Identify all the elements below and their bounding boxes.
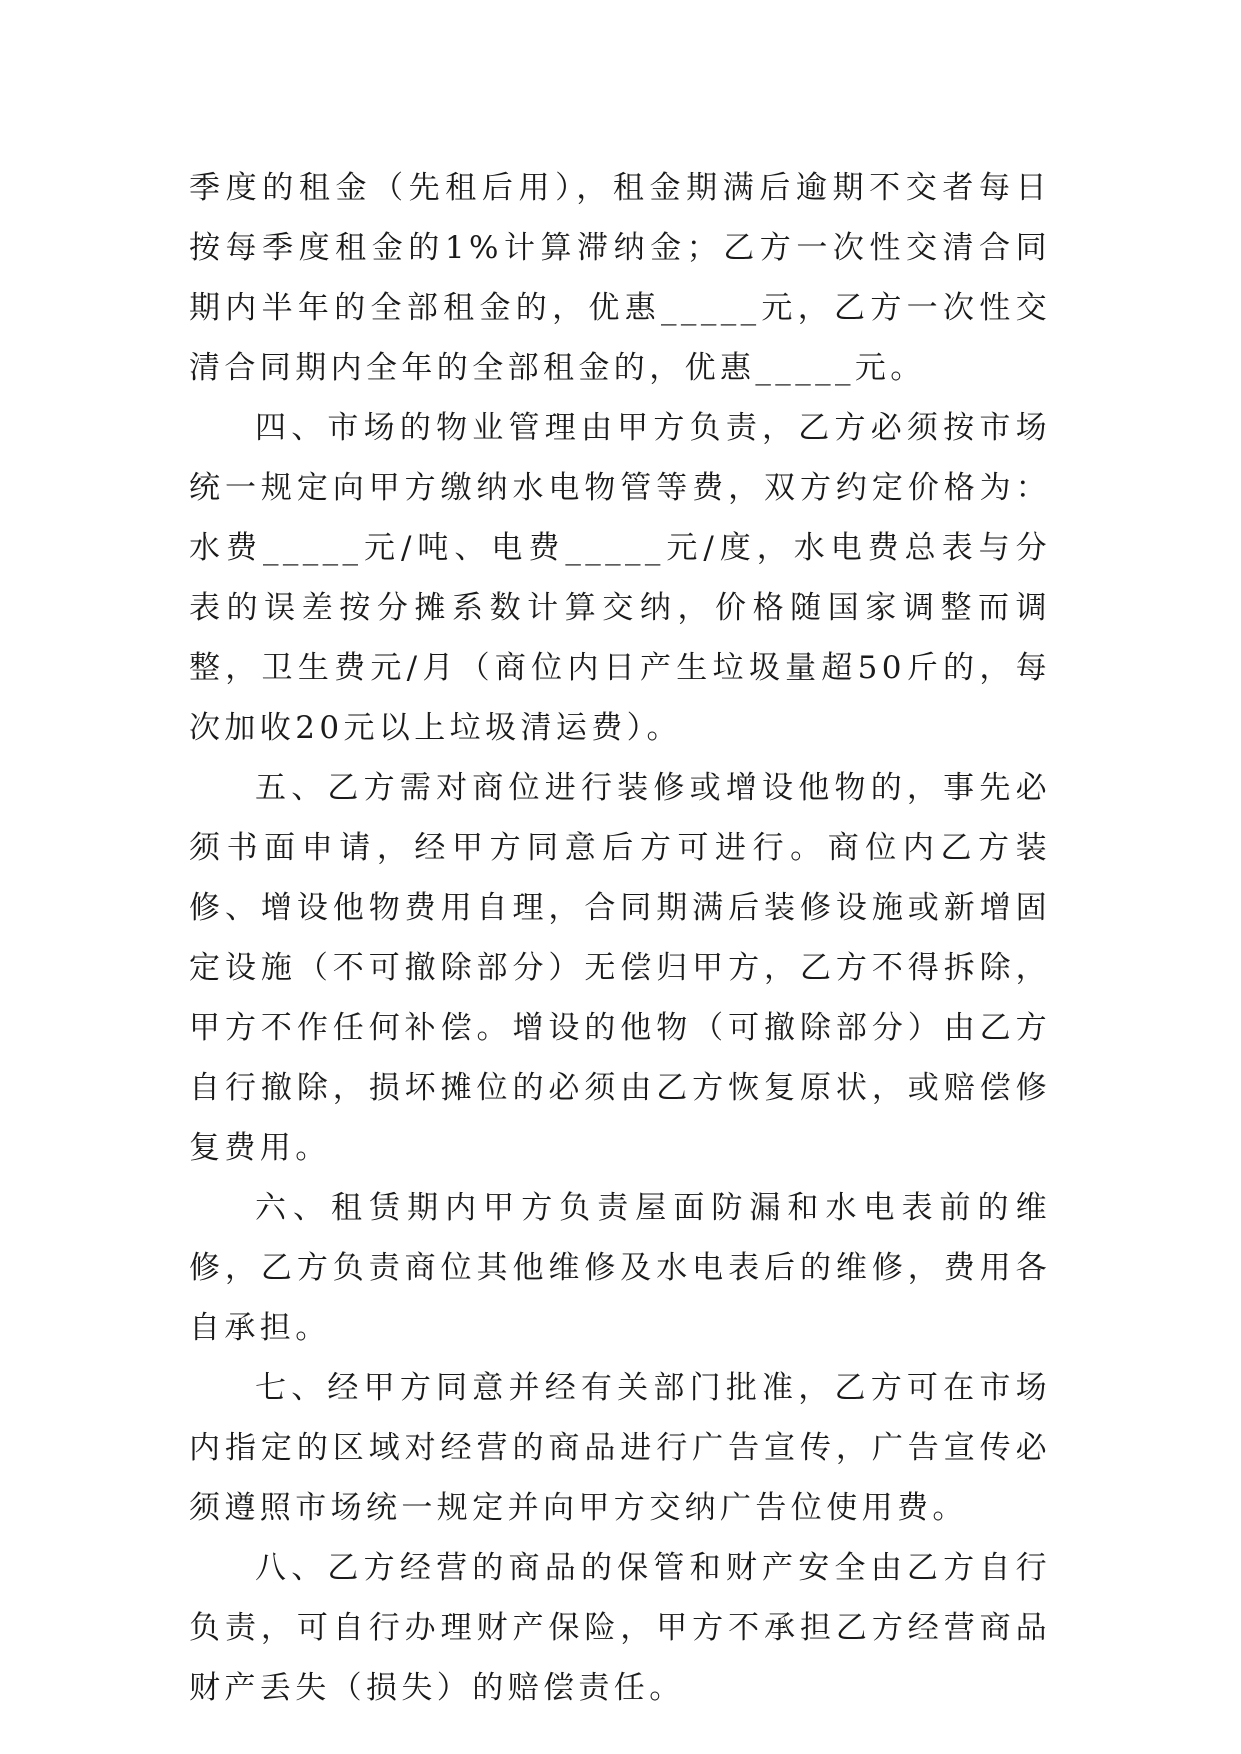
paragraph-clause-8: 八、乙方经营的商品的保管和财产安全由乙方自行负责，可自行办理财产保险，甲方不承担乙方经营商品财产丢失（损失）的赔偿责任。 — [189, 1550, 1051, 1706]
paragraph-rent-terms: 季度的租金（先租后用），租金期满后逾期不交者每日按每季度租金的1%计算滞纳金；乙方一次性交清合同期内半年的全部租金的，优惠_____元，乙方一次性交清合同期内全年的全部租金的，优惠_____元。 — [189, 170, 1051, 386]
document-body — [189, 158, 1051, 1718]
paragraph-clause-7: 七、经甲方同意并经有关部门批准，乙方可在市场内指定的区域对经营的商品进行广告宣传，广告宣传必须遵照市场统一规定并向甲方交纳广告位使用费。 — [189, 1370, 1051, 1526]
paragraph-clause-6: 六、租赁期内甲方负责屋面防漏和水电表前的维修，乙方负责商位其他维修及水电表后的维修，费用各自承担。 — [189, 1190, 1051, 1346]
paragraph-clause-5: 五、乙方需对商位进行装修或增设他物的，事先必须书面申请，经甲方同意后方可进行。商位内乙方装修、增设他物费用自理，合同期满后装修设施或新增固定设施（不可撤除部分）无偿归甲方，乙方不得拆除，甲方不作任何补偿。增设的他物（可撤除部分）由乙方自行撤除，损坏摊位的必须由乙方恢复原状，或赔偿修复费用。 — [189, 770, 1051, 1166]
paragraph-clause-4: 四、市场的物业管理由甲方负责，乙方必须按市场统一规定向甲方缴纳水电物管等费，双方约定价格为：水费_____元/吨、电费_____元/度，水电费总表与分表的误差按分摊系数计算交纳，价格随国家调整而调整，卫生费元/月（商位内日产生垃圾量超50斤的，每次加收20元以上垃圾清运费）。 — [189, 410, 1051, 746]
